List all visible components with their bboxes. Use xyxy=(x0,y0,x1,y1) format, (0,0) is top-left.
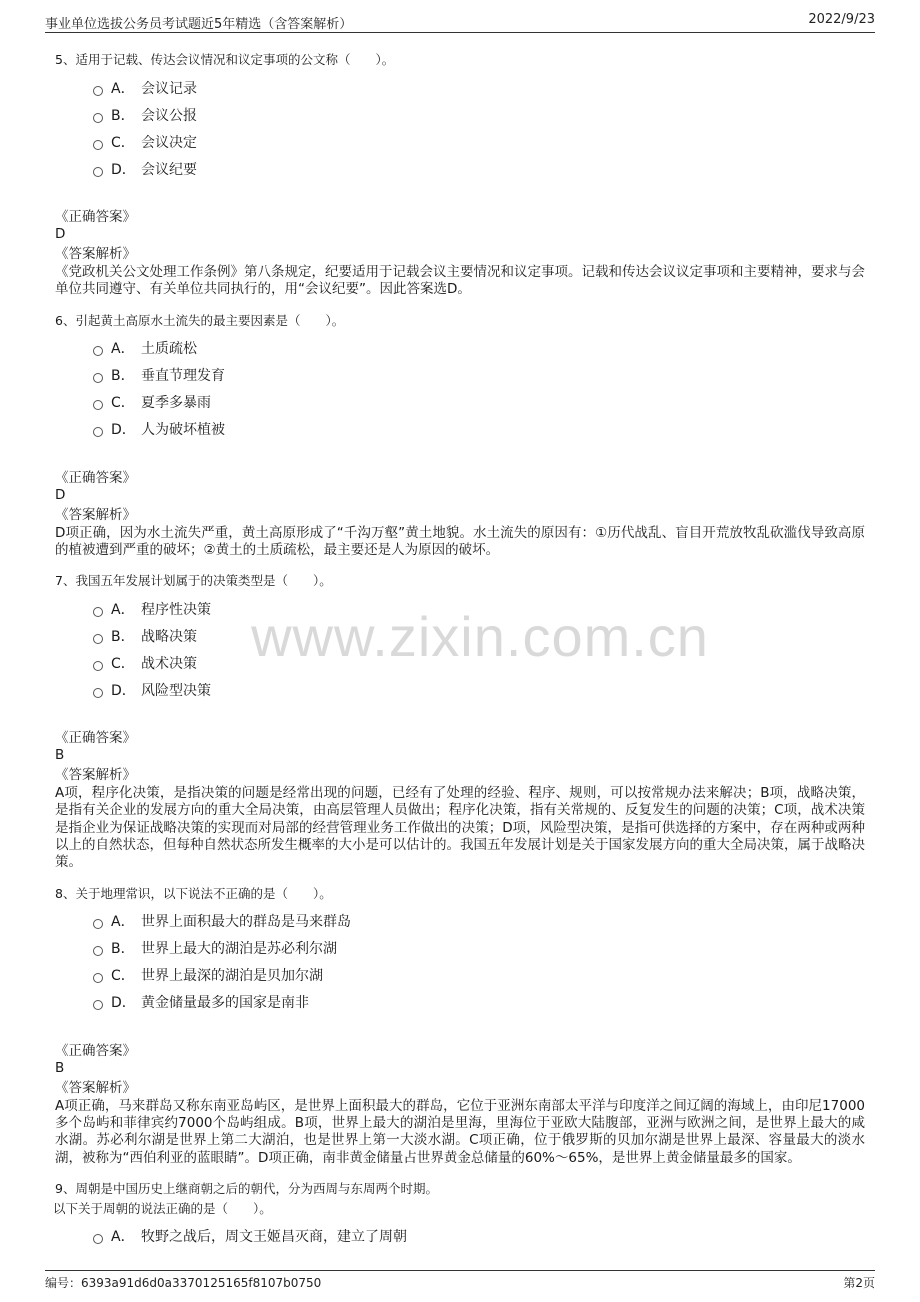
question-subtext: 以下关于周朝的说法正确的是（ ）。 xyxy=(53,1200,272,1216)
option-b[interactable] xyxy=(93,101,865,128)
option-letter: A． xyxy=(111,914,135,931)
explanation-label: 《答案解析》 xyxy=(55,1079,136,1096)
radio-icon[interactable] xyxy=(93,140,103,150)
option-d[interactable] xyxy=(93,155,865,182)
radio-icon[interactable] xyxy=(93,1234,103,1244)
option-text: 世界上面积最大的群岛是马来群岛 xyxy=(141,914,351,931)
option-a[interactable] xyxy=(93,74,865,101)
radio-icon[interactable] xyxy=(93,634,103,644)
page-header xyxy=(45,10,875,33)
option-list xyxy=(93,595,865,703)
explanation-label: 《答案解析》 xyxy=(55,767,136,784)
radio-icon[interactable] xyxy=(93,346,103,356)
option-letter: D． xyxy=(111,422,136,439)
option-text: 夏季多暴雨 xyxy=(141,395,211,412)
radio-icon[interactable] xyxy=(93,1000,103,1010)
option-list xyxy=(93,1223,865,1250)
document-code: 编号：6393a91d6d0a3370125165f8107b0750 xyxy=(45,1276,322,1290)
option-text: 世界上最深的湖泊是贝加尔湖 xyxy=(141,968,323,985)
option-text: 垂直节理发育 xyxy=(141,368,225,385)
option-letter: D． xyxy=(111,161,136,178)
option-text: 风险型决策 xyxy=(141,682,211,699)
option-b[interactable] xyxy=(93,935,865,962)
option-letter: B． xyxy=(111,368,135,385)
option-c[interactable] xyxy=(93,962,865,989)
explanation-text: 《党政机关公文处理工作条例》第八条规定，纪要适用于记载会议主要情况和议定事项。记载和传达会议议定事项和主要精神，要求与会单位共同遵守、有关单位共同执行的，用“会议纪要”。因此答案选D。 xyxy=(55,264,865,298)
question-8 xyxy=(55,884,865,1167)
option-list xyxy=(93,335,865,443)
option-letter: B． xyxy=(111,628,135,645)
option-letter: D． xyxy=(111,995,136,1012)
radio-icon[interactable] xyxy=(93,86,103,96)
option-a[interactable] xyxy=(93,1223,865,1250)
option-text: 会议公报 xyxy=(141,107,197,124)
question-list xyxy=(55,50,865,1250)
option-c[interactable] xyxy=(93,389,865,416)
option-letter: B． xyxy=(111,941,135,958)
option-text: 会议决定 xyxy=(141,134,197,151)
option-text: 土质疏松 xyxy=(141,341,197,358)
explanation-text: A项，程序化决策，是指决策的问题是经常出现的问题，已经有了处理的经验、程序、规则，可以按常规办法来解决；B项，战略决策，是指有关企业的发展方向的重大全局决策，由高层管理人员做出；程序化决策，指有关常规的、反复发生的问题的决策；C项，战术决策是指企业为保证战略决策的实现而对局部的经营管理业务工作做出的决策；D项，风险型决策，是指可供选择的方案中，存在两种或两种以上的自然状态，但每种自然状态所发生概率的大小是可以估计的。我国五年发展计划是关于国家发展方向的重大全局决策，属于战略决策。 xyxy=(55,785,865,871)
option-c[interactable] xyxy=(93,128,865,155)
document-title: 事业单位选拔公务员考试题近5年精选（含答案解析） xyxy=(45,17,353,32)
radio-icon[interactable] xyxy=(93,661,103,671)
option-text: 人为破坏植被 xyxy=(141,422,225,439)
option-c[interactable] xyxy=(93,649,865,676)
option-letter: A． xyxy=(111,80,135,97)
question-text: 9、周朝是中国历史上继商朝之后的朝代，分为西周与东周两个时期。 xyxy=(55,1180,438,1196)
option-letter: A． xyxy=(111,601,135,618)
radio-icon[interactable] xyxy=(93,113,103,123)
option-letter: C． xyxy=(111,134,135,151)
option-text: 牧野之战后，周文王姬昌灭商，建立了周朝 xyxy=(141,1229,407,1246)
radio-icon[interactable] xyxy=(93,373,103,383)
option-a[interactable] xyxy=(93,908,865,935)
radio-icon[interactable] xyxy=(93,688,103,698)
question-text: 6、引起黄土高原水土流失的最主要因素是（ ）。 xyxy=(55,312,345,328)
option-list xyxy=(93,908,865,1016)
radio-icon[interactable] xyxy=(93,400,103,410)
option-d[interactable] xyxy=(93,416,865,443)
option-letter: A． xyxy=(111,341,135,358)
option-letter: D． xyxy=(111,682,136,699)
option-letter: A． xyxy=(111,1229,135,1246)
explanation-label: 《答案解析》 xyxy=(55,506,136,523)
watermark: www.zixin.com.cn xyxy=(251,605,709,668)
question-text: 8、关于地理常识，以下说法不正确的是（ ）。 xyxy=(55,885,332,901)
option-text: 程序性决策 xyxy=(141,601,211,618)
question-text: 5、适用于记载、传达会议情况和议定事项的公文称（ ）。 xyxy=(55,52,395,67)
option-text: 会议纪要 xyxy=(141,161,197,178)
answer-value: D xyxy=(55,486,66,503)
radio-icon[interactable] xyxy=(93,973,103,983)
option-text: 战术决策 xyxy=(141,655,197,672)
answer-value: B xyxy=(55,1059,65,1076)
option-b[interactable] xyxy=(93,362,865,389)
page-number: 第2页 xyxy=(843,1276,875,1290)
question-9 xyxy=(55,1179,865,1250)
radio-icon[interactable] xyxy=(93,427,103,437)
option-letter: C． xyxy=(111,655,135,672)
option-d[interactable] xyxy=(93,676,865,703)
radio-icon[interactable] xyxy=(93,919,103,929)
explanation-text: A项正确，马来群岛又称东南亚岛屿区，是世界上面积最大的群岛，它位于亚洲东南部太平洋与印度洋之间辽阔的海域上，由印尼17000多个岛屿和菲律宾约7000个岛屿组成。B项，世界上最大的湖泊是里海，里海位于亚欧大陆腹部，亚洲与欧洲之间，是世界上最大的咸水湖。苏必利尔湖是世界上第二大湖泊，也是世界上第一大淡水湖。C项正确，位于俄罗斯的贝加尔湖是世界上最深、容量最大的淡水湖，被称为“西伯利亚的蓝眼睛”。D项正确，南非黄金储量占世界黄金总储量的60%～65%，是世界上黄金储量最多的国家。 xyxy=(55,1097,865,1166)
radio-icon[interactable] xyxy=(93,607,103,617)
document-date: 2022/9/23 xyxy=(808,12,875,27)
option-letter: C． xyxy=(111,395,135,412)
question-5 xyxy=(55,50,865,299)
radio-icon[interactable] xyxy=(93,167,103,177)
explanation-text: D项正确，因为水土流失严重，黄土高原形成了“千沟万壑”黄土地貌。水土流失的原因有：①历代战乱、盲目开荒放牧乱砍滥伐导致高原的植被遭到严重的破坏；②黄土的土质疏松，最主要还是人为原因的破坏。 xyxy=(55,524,865,558)
option-text: 世界上最大的湖泊是苏必利尔湖 xyxy=(141,941,337,958)
answer-label: 《正确答案》 xyxy=(55,469,136,486)
answer-label: 《正确答案》 xyxy=(55,1042,136,1059)
page-footer xyxy=(45,1270,875,1295)
answer-label: 《正确答案》 xyxy=(55,730,136,747)
option-letter: C． xyxy=(111,968,135,985)
answer-value: D xyxy=(55,226,66,242)
radio-icon[interactable] xyxy=(93,946,103,956)
question-7 xyxy=(55,571,865,871)
option-a[interactable] xyxy=(93,595,865,622)
option-letter: B． xyxy=(111,107,135,124)
option-text: 战略决策 xyxy=(141,628,197,645)
answer-label: 《正确答案》 xyxy=(55,209,136,225)
answer-value: B xyxy=(55,747,65,764)
question-6 xyxy=(55,311,865,560)
option-a[interactable] xyxy=(93,335,865,362)
option-text: 黄金储量最多的国家是南非 xyxy=(141,995,309,1012)
option-b[interactable] xyxy=(93,622,865,649)
question-text: 7、我国五年发展计划属于的决策类型是（ ）。 xyxy=(55,573,332,589)
option-text: 会议记录 xyxy=(141,80,197,97)
explanation-label: 《答案解析》 xyxy=(55,246,136,262)
option-d[interactable] xyxy=(93,989,865,1016)
option-list xyxy=(93,74,865,182)
